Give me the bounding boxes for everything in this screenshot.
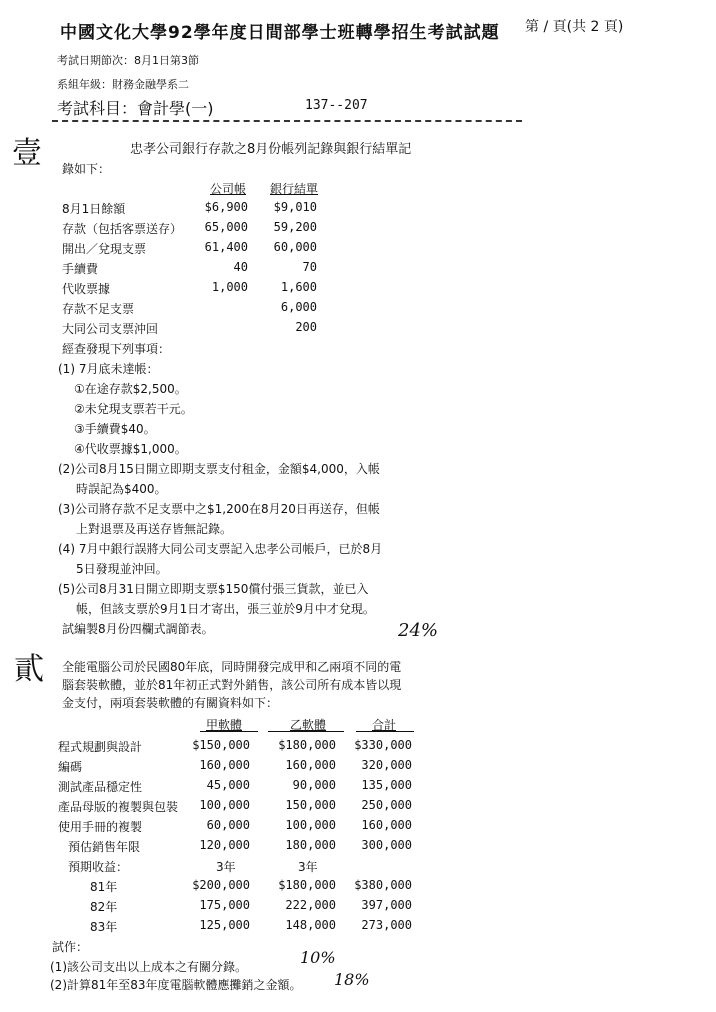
q2-row-b: 148,000 — [285, 918, 336, 932]
q2-row-total: 135,000 — [361, 778, 412, 792]
q1-findings-intro: 經查發現下列事項： — [62, 342, 171, 356]
q2-col-a: 甲軟體 — [206, 718, 243, 732]
q2-task-2: (2)計算81年至83年度電腦軟體應攤銷之金額。 — [50, 978, 302, 992]
q2-row-a: $200,000 — [192, 878, 250, 892]
q1-row-company: 40 — [233, 260, 248, 274]
q2-row-label: 預期收益： — [68, 860, 129, 874]
department: 系組年級：財務金融學系二 — [57, 78, 189, 91]
q2-col-total: 合計 — [372, 718, 397, 732]
q1-task: 試編製8月份四欄式調節表。 — [62, 622, 214, 636]
q2-row-total: 320,000 — [361, 758, 412, 772]
q2-row-a: 3年 — [216, 860, 236, 874]
q2-row-label: 83年 — [90, 920, 118, 934]
q2-row-b: 180,000 — [285, 838, 336, 852]
q2-row-label: 使用手冊的複製 — [58, 820, 143, 834]
q2-col-total-rule — [356, 731, 414, 732]
q1-row-company: $6,900 — [204, 200, 248, 214]
q2-row-total: $380,000 — [354, 878, 412, 892]
q1-item-4-line2: 5日發現並沖回。 — [76, 562, 168, 576]
q1-item-2-line2: 時誤記為$400。 — [76, 482, 167, 496]
q2-row-b: $180,000 — [278, 878, 336, 892]
q2-row-label: 程式規劃與設計 — [58, 740, 143, 754]
q2-intro-line3: 金支付，兩項套裝軟體的有關資料如下： — [62, 696, 279, 710]
q2-col-b-rule — [268, 731, 344, 732]
q2-row-b: 222,000 — [285, 898, 336, 912]
q1-item-5-line2: 帳，但該支票於9月1日才寄出，張三並於9月中才兌現。 — [76, 602, 375, 616]
page-info: 第 / 頁(共 2 頁) — [525, 19, 624, 35]
q2-row-label: 測試產品穩定性 — [58, 780, 143, 794]
q1-row-bank: 1,600 — [280, 280, 317, 294]
header-divider — [52, 120, 522, 122]
q2-row-label: 82年 — [90, 900, 118, 914]
question-1-number: 壹 — [12, 136, 42, 171]
q2-intro-line1: 全能電腦公司於民國80年底，同時開發完成甲和乙兩項不同的電 — [62, 660, 402, 674]
q2-row-b: 3年 — [298, 860, 318, 874]
q2-row-b: $180,000 — [278, 738, 336, 752]
q1-item-3-line2: 上對退票及再送存皆無記錄。 — [76, 522, 233, 536]
q2-task: 試作： — [52, 940, 89, 954]
q1-row-bank: 60,000 — [273, 240, 317, 254]
q1-item-4-line1: (4) 7月中銀行誤將大同公司支票記入忠孝公司帳戶，已於8月 — [58, 542, 383, 556]
exam-title: 中國文化大學92學年度日間部學士班轉學招生考試試題 — [60, 23, 500, 43]
q2-row-total: 300,000 — [361, 838, 412, 852]
q2-row-a: 175,000 — [199, 898, 250, 912]
q2-row-a: 45,000 — [206, 778, 250, 792]
q2-row-a: 100,000 — [199, 798, 250, 812]
q1-row-company: 61,400 — [204, 240, 248, 254]
q2-row-total: 397,000 — [361, 898, 412, 912]
q1-row-label: 存款（包括客票送存） — [62, 222, 183, 236]
q1-row-label: 大同公司支票沖回 — [62, 322, 159, 336]
q1-row-label: 手續費 — [62, 262, 99, 276]
q1-intro-line2: 錄如下： — [62, 162, 111, 176]
q2-row-b: 150,000 — [285, 798, 336, 812]
subject-code: 137--207 — [305, 98, 368, 113]
q2-task-1: (1)該公司支出以上成本之有關分錄。 — [50, 960, 247, 974]
q2-row-label: 預估銷售年限 — [68, 840, 141, 854]
q1-col-bank: 銀行結單 — [270, 182, 319, 196]
q1-col-company: 公司帳 — [210, 182, 247, 196]
q1-subitem: ④代收票據$1,000。 — [74, 442, 187, 456]
exam-time: 考試日期節次：8月1日第3節 — [57, 54, 199, 67]
q1-row-label: 開出／兌現支票 — [62, 242, 147, 256]
q1-row-company: 1,000 — [211, 280, 248, 294]
q2-col-a-rule — [200, 731, 258, 732]
q2-row-total: 273,000 — [361, 918, 412, 932]
q1-row-label: 8月1日餘額 — [62, 202, 126, 216]
q2-row-a: 160,000 — [199, 758, 250, 772]
q1-row-bank: 59,200 — [273, 220, 317, 234]
q2-row-b: 90,000 — [292, 778, 336, 792]
q1-item-1: (1) 7月底未達帳： — [58, 362, 159, 376]
q1-row-bank: 6,000 — [280, 300, 317, 314]
q2-intro-line2: 腦套裝軟體，並於81年初正式對外銷售，該公司所有成本皆以現 — [62, 678, 402, 692]
q1-item-2-line1: (2)公司8月15日開立即期支票支付租金，金額$4,000，入帳 — [58, 462, 380, 476]
q1-row-bank: $9,010 — [273, 200, 317, 214]
exam-subject: 考試科目：會計學(一) — [57, 99, 214, 118]
q2-row-total: 250,000 — [361, 798, 412, 812]
question-2-number: 貳 — [14, 652, 44, 687]
q2-row-a: $150,000 — [192, 738, 250, 752]
q2-task-1-score: 10% — [300, 948, 336, 967]
q1-score: 24% — [398, 620, 439, 641]
q2-task-2-score: 18% — [334, 970, 370, 989]
q2-row-a: 125,000 — [199, 918, 250, 932]
q1-row-label: 代收票據 — [62, 282, 111, 296]
q2-row-total: 160,000 — [361, 818, 412, 832]
q2-row-label: 81年 — [90, 880, 118, 894]
q1-row-company: 65,000 — [204, 220, 248, 234]
q2-row-label: 編碼 — [58, 760, 83, 774]
q2-row-total: $330,000 — [354, 738, 412, 752]
q2-row-b: 100,000 — [285, 818, 336, 832]
q2-row-b: 160,000 — [285, 758, 336, 772]
q1-subitem: ③手續費$40。 — [74, 422, 156, 436]
q1-subitem: ②未兌現支票若干元。 — [74, 402, 193, 416]
q1-intro-line1: 忠孝公司銀行存款之8月份帳列記錄與銀行結單記 — [130, 142, 412, 157]
q2-row-a: 60,000 — [206, 818, 250, 832]
q1-row-label: 存款不足支票 — [62, 302, 135, 316]
q2-col-b: 乙軟體 — [290, 718, 327, 732]
q1-item-5-line1: (5)公司8月31日開立即期支票$150償付張三貨款，並已入 — [58, 582, 369, 596]
q1-row-bank: 200 — [295, 320, 317, 334]
q2-row-a: 120,000 — [199, 838, 250, 852]
q1-row-bank: 70 — [302, 260, 317, 274]
q1-subitem: ①在途存款$2,500。 — [74, 382, 187, 396]
q2-row-label: 產品母版的複製與包裝 — [58, 800, 179, 814]
q1-item-3-line1: (3)公司將存款不足支票中之$1,200在8月20日再送存，但帳 — [58, 502, 380, 516]
